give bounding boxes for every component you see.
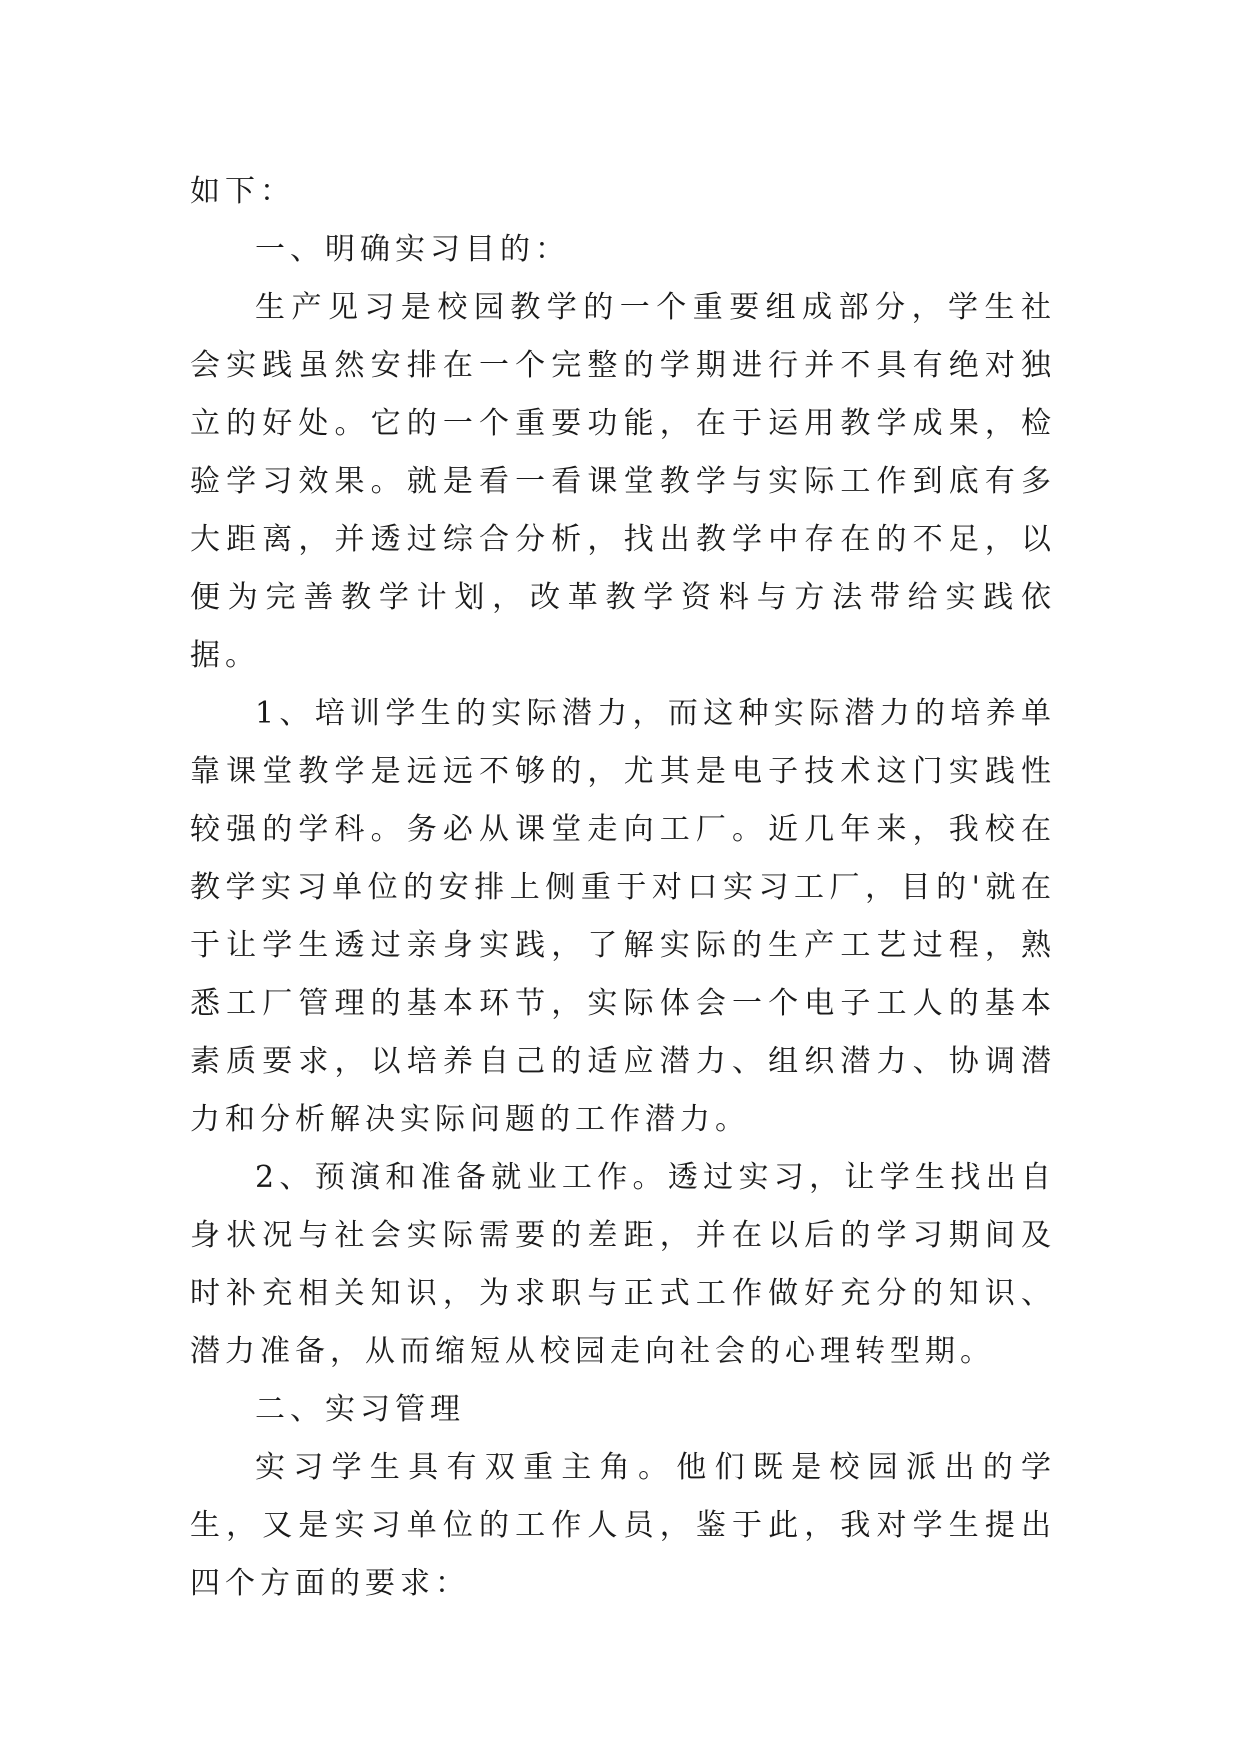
section-heading-internship-purpose: 一、明确实习目的： bbox=[255, 232, 570, 267]
paragraph-intro-continuation: 如下： bbox=[190, 174, 295, 209]
section-heading-internship-management: 二、实习管理 bbox=[255, 1392, 465, 1427]
paragraph-point-1-practical-ability: 1、培训学生的实际潜力，而这种实际潜力的培养单靠课堂教学是远远不够的，尤其是电子技术这门实践性较强的学科。务必从课堂走向工厂。近几年来，我校在教学实习单位的安排上侧重于对口实习工厂，目的'就在于让学生透过亲身实践，了解实际的生产工艺过程，熟悉工厂管理的基本环节，实际体会一个电子工人的基本素质要求，以培养自己的适应潜力、组织潜力、协调潜力和分析解决实际问题的工作潜力。 bbox=[190, 696, 1056, 1137]
paragraph-production-practice: 生产见习是校园教学的一个重要组成部分，学生社会实践虽然安排在一个完整的学期进行并不具有绝对独立的好处。它的一个重要功能，在于运用教学成果，检验学习效果。就是看一看课堂教学与实际工作到底有多大距离，并透过综合分析，找出教学中存在的不足，以便为完善教学计划，改革教学资料与方法带给实践依据。 bbox=[190, 290, 1056, 673]
paragraph-dual-role: 实习学生具有双重主角。他们既是校园派出的学生，又是实习单位的工作人员，鉴于此，我对学生提出四个方面的要求： bbox=[190, 1450, 1056, 1601]
document-body bbox=[190, 163, 1056, 1613]
paragraph-point-2-employment-prep: 2、预演和准备就业工作。透过实习，让学生找出自身状况与社会实际需要的差距，并在以后的学习期间及时补充相关知识，为求职与正式工作做好充分的知识、潜力准备，从而缩短从校园走向社会的心理转型期。 bbox=[190, 1160, 1056, 1369]
